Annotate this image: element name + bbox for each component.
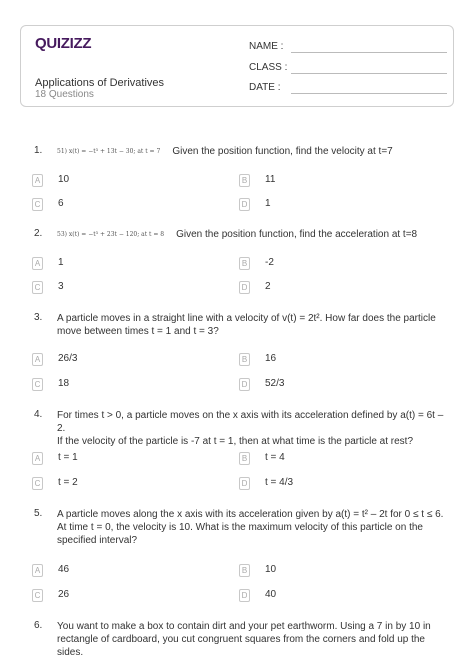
question-text xyxy=(57,508,449,547)
date-label: DATE : xyxy=(249,82,281,93)
option-value: 26 xyxy=(58,589,70,600)
worksheet-title: Applications of Derivatives xyxy=(35,77,165,89)
option-value: t = 1 xyxy=(58,452,78,463)
option-value: t = 4 xyxy=(265,452,285,463)
question-number: 2. xyxy=(34,228,43,239)
question-number: 6. xyxy=(34,620,43,631)
option-letter: C xyxy=(32,281,43,294)
option-value: 18 xyxy=(58,378,70,389)
class-field[interactable] xyxy=(249,62,287,73)
option-value: 6 xyxy=(58,198,64,209)
option-letter: C xyxy=(32,198,43,211)
question-line: rectangle of cardboard, you cut congruent squares from the corners and fold up the xyxy=(57,634,425,645)
option-value: 10 xyxy=(265,564,277,575)
option-letter: A xyxy=(32,174,43,187)
question-text xyxy=(57,409,449,448)
question-count: 18 Questions xyxy=(35,89,94,100)
option-letter: D xyxy=(239,281,250,294)
option-value: 3 xyxy=(58,281,64,292)
date-field[interactable] xyxy=(249,82,280,93)
option-letter: C xyxy=(32,477,43,490)
option-value: 40 xyxy=(265,589,277,600)
option-value: 1 xyxy=(58,257,64,268)
option-value: 10 xyxy=(58,174,70,185)
option-value: t = 4/3 xyxy=(265,477,294,488)
question-line: specified interval? xyxy=(57,535,138,546)
name-field[interactable] xyxy=(249,41,283,52)
option-letter: B xyxy=(239,174,250,187)
option-letter: B xyxy=(239,452,250,465)
question-formula: 51) x(t) = −t³ + 13t − 30; at t = 7 xyxy=(57,148,161,155)
question-line: If the velocity of the particle is -7 at t = 1, then at what time is the particle at rest? xyxy=(57,436,414,447)
question-number: 1. xyxy=(34,145,43,156)
question-number: 4. xyxy=(34,409,43,420)
question-line: At time t = 0, the velocity is 10. What is the maximum velocity of this particle on the xyxy=(57,522,423,533)
option-value: t = 2 xyxy=(58,477,78,488)
question-formula: 53) x(t) = −t³ + 23t − 120; at t = 8 xyxy=(57,231,165,238)
option-value: 11 xyxy=(265,174,276,185)
option-letter: C xyxy=(32,378,43,391)
option-letter: D xyxy=(239,589,250,602)
option-value: 46 xyxy=(58,564,70,575)
option-value: 26/3 xyxy=(58,353,78,364)
worksheet-header xyxy=(20,25,454,107)
question-text xyxy=(57,312,449,338)
quizizz-logo: QUIZIZZ xyxy=(35,35,92,52)
option-letter: D xyxy=(239,378,250,391)
question-text xyxy=(57,620,449,659)
question-line: A particle moves in a straight line with a velocity of v(t) = 2t². How far does the particle xyxy=(57,313,436,324)
date-line xyxy=(291,93,447,94)
option-value: 16 xyxy=(265,353,277,364)
question-prompt: Given the position function, find the velocity at t=7 xyxy=(172,146,393,157)
question-line: A particle moves along the x axis with its acceleration given by a(t) = t² – 2t for 0 ≤ t ≤ 6. xyxy=(57,509,444,520)
option-value: 2 xyxy=(265,281,271,292)
option-value: 52/3 xyxy=(265,378,285,389)
option-letter: B xyxy=(239,353,250,366)
name-label: NAME : xyxy=(249,41,284,52)
option-value: 1 xyxy=(265,198,271,209)
name-line xyxy=(291,52,447,53)
question-line: sides. xyxy=(57,647,84,658)
option-letter: D xyxy=(239,198,250,211)
option-letter: B xyxy=(239,564,250,577)
option-value: -2 xyxy=(265,257,274,268)
question-line: move between times t = 1 and t = 3? xyxy=(57,326,219,337)
question-line: For times t > 0, a particle moves on the x axis with its acceleration defined by a(t) = 6t – 2. xyxy=(57,410,444,434)
option-letter: B xyxy=(239,257,250,270)
option-letter: A xyxy=(32,452,43,465)
option-letter: D xyxy=(239,477,250,490)
option-letter: A xyxy=(32,257,43,270)
option-letter: A xyxy=(32,353,43,366)
question-text xyxy=(57,145,449,158)
question-prompt: Given the position function, find the acceleration at t=8 xyxy=(176,229,418,240)
question-number: 5. xyxy=(34,508,43,519)
question-number: 3. xyxy=(34,312,43,323)
class-line xyxy=(291,73,447,74)
question-text xyxy=(57,228,449,241)
class-label: CLASS : xyxy=(249,62,288,73)
option-letter: C xyxy=(32,589,43,602)
question-line: You want to make a box to contain dirt and your pet earthworm. Using a 7 in by 10 in xyxy=(57,621,431,632)
option-letter: A xyxy=(32,564,43,577)
